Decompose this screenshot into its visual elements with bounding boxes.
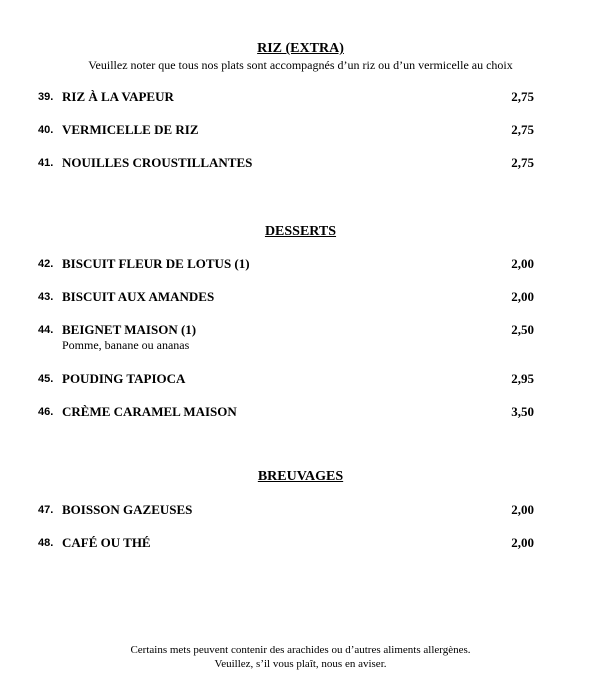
item-price: 2,00 xyxy=(511,256,534,271)
item-name: POUDING TAPIOCA xyxy=(62,371,186,386)
item-number: 48. xyxy=(38,537,54,549)
menu-item xyxy=(0,502,601,532)
section-title-desserts: DESSERTS xyxy=(264,224,337,239)
item-name: VERMICELLE DE RIZ xyxy=(62,122,199,137)
item-name: BOISSON GAZEUSES xyxy=(62,502,193,517)
item-name: BISCUIT AUX AMANDES xyxy=(62,289,215,304)
menu-item xyxy=(0,256,601,286)
item-price: 2,50 xyxy=(511,322,534,337)
item-number: 46. xyxy=(38,406,54,418)
item-number: 43. xyxy=(38,291,54,303)
item-price: 2,00 xyxy=(511,502,534,517)
item-price: 2,95 xyxy=(511,371,534,386)
item-price: 3,50 xyxy=(511,404,534,419)
item-number: 42. xyxy=(38,258,54,270)
item-number: 40. xyxy=(38,124,54,136)
section-title-riz: RIZ (EXTRA) xyxy=(257,41,344,56)
menu-item xyxy=(0,289,601,319)
item-number: 41. xyxy=(38,157,54,169)
item-price: 2,75 xyxy=(511,89,534,104)
menu-item xyxy=(0,122,601,152)
menu-item xyxy=(0,535,601,565)
allergen-notice-line-2: Veuillez, s’il vous plaît, nous en aviser. xyxy=(214,658,387,670)
menu-item xyxy=(0,89,601,119)
item-name: RIZ À LA VAPEUR xyxy=(62,89,174,104)
item-price: 2,00 xyxy=(511,289,534,304)
menu-item xyxy=(0,371,601,401)
item-name: NOUILLES CROUSTILLANTES xyxy=(62,155,253,170)
item-price: 2,75 xyxy=(511,155,534,170)
item-number: 44. xyxy=(38,324,54,336)
item-number: 47. xyxy=(38,504,54,516)
menu-item xyxy=(0,155,601,185)
section-note-riz: Veuillez noter que tous nos plats sont accompagnés d’un riz ou d’un vermicelle au choix xyxy=(88,58,513,72)
item-price: 2,00 xyxy=(511,535,534,550)
item-price: 2,75 xyxy=(511,122,534,137)
item-name: BISCUIT FLEUR DE LOTUS (1) xyxy=(62,256,250,271)
item-number: 39. xyxy=(38,91,54,103)
allergen-notice xyxy=(0,643,601,671)
item-number: 45. xyxy=(38,373,54,385)
item-name: CRÈME CARAMEL MAISON xyxy=(62,404,237,419)
item-name: BEIGNET MAISON (1) xyxy=(62,322,197,337)
menu-item xyxy=(0,404,601,434)
menu-item xyxy=(0,322,601,358)
allergen-notice-line-1: Certains mets peuvent contenir des arachides ou d’autres aliments allergènes. xyxy=(130,644,471,656)
section-title-breuvages: BREUVAGES xyxy=(257,469,344,484)
item-description: Pomme, banane ou ananas xyxy=(62,338,190,352)
item-name: CAFÉ OU THÉ xyxy=(62,535,151,550)
